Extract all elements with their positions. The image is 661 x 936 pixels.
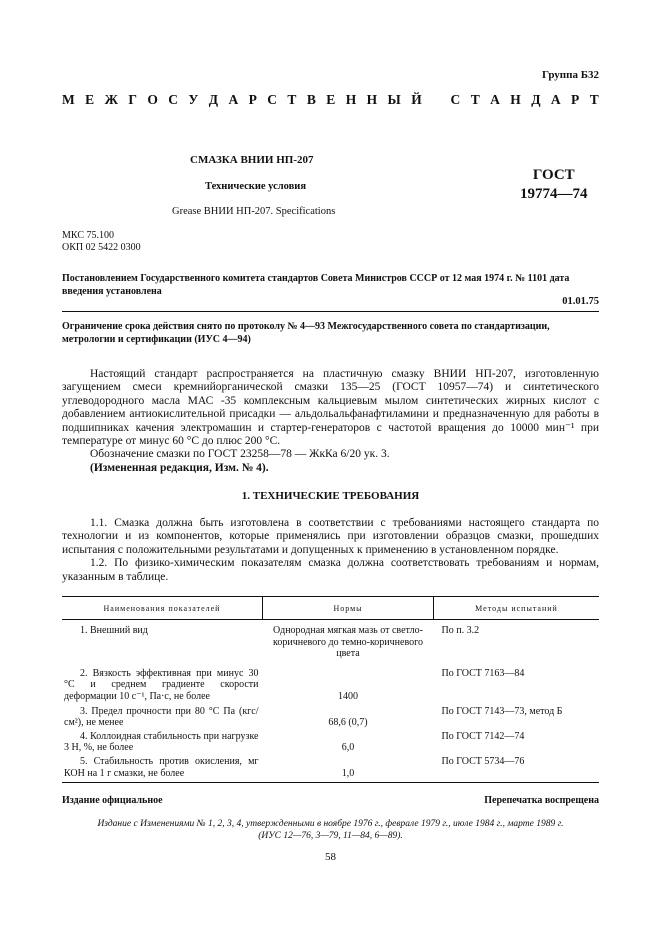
official-edition-label: Издание официальное <box>62 795 163 806</box>
standard-title: СМАЗКА ВНИИ НП-207 <box>190 154 314 166</box>
english-title: Grease ВНИИ НП-207. Specifications <box>172 206 336 217</box>
banner-letter: М <box>62 92 75 107</box>
banner-letter: Ы <box>387 92 401 107</box>
table-header-row <box>62 597 599 620</box>
banner-letter: У <box>188 92 199 107</box>
gost-number: 19774—74 <box>520 186 588 202</box>
decree-text: Постановлением Государственного комитета стандартов Совета Министров СССР от 12 мая 1974 г. № 1101 дата введения установлена <box>62 273 570 297</box>
row-method: По п. 3.2 <box>441 625 480 636</box>
row-method: По ГОСТ 5734—76 <box>434 754 600 783</box>
row-indicator: 4. Коллоидная стабильность при нагрузке 3 Н, %, не более <box>64 730 259 754</box>
banner-letter: О <box>147 92 158 107</box>
revision-note: (Измененная редакция, Изм. № 4). <box>90 461 269 474</box>
row-indicator: 3. Предел прочности при 80 °С Па (кгс/см²), не менее <box>64 705 259 729</box>
banner-letter: А <box>228 92 239 107</box>
edition-note-line: Издание с Изменениями № 1, 2, 3, 4, утвержденными в ноябре 1976 г., феврале 1979 г., июле 1984 г., марте 1989 г. <box>97 819 564 829</box>
banner-letter: С <box>168 92 179 107</box>
properties-table <box>62 596 599 783</box>
row-method: По ГОСТ 7163—84 <box>441 667 525 679</box>
row-indicator: 2. Вязкость эффективная при минус 30 °С и среднем градиенте скорости деформации 10 с⁻¹, Па·с, не более <box>64 667 259 702</box>
row-norm: 6,0 <box>341 742 355 754</box>
banner-letter: Д <box>531 92 541 107</box>
okp-code: ОКП 02 5422 0300 <box>62 242 141 253</box>
banner-letter: С <box>267 92 278 107</box>
edition-note-line: (ИУС 12—76, 3—79, 11—84, 6—89). <box>258 831 403 841</box>
banner-letter: Н <box>345 92 357 107</box>
table-row <box>62 754 599 783</box>
requirement-1-1: 1.1. Смазка должна быть изготовлена в соответствии с требованиями настоящего стандарта по технологии и из компонентов, которые применялись при изготовлении образцов смазки, прошедших испытания с положительными результатами и допущенных к применению в установленном порядке. <box>62 517 599 556</box>
banner-letter: Р <box>571 92 580 107</box>
banner-letter: В <box>306 92 316 107</box>
banner-letter: А <box>550 92 561 107</box>
banner-letter: Т <box>470 92 480 107</box>
banner-letter: Е <box>85 92 95 107</box>
banner-word-gap <box>432 92 440 108</box>
column-header-indicator: Наименования показателей <box>62 597 263 620</box>
banner-letter: Е <box>326 92 336 107</box>
column-header-method: Методы испытаний <box>434 597 600 620</box>
table-row <box>62 660 599 703</box>
interstate-standard-banner <box>62 92 599 108</box>
classification-codes <box>62 230 141 254</box>
table-row <box>62 729 599 754</box>
designation-paragraph: Обозначение смазки по ГОСТ 23258—78 — ЖкКа 6/20 ук. 3. <box>90 448 390 461</box>
row-indicator: 5. Стабильность против окисления, мг КОН на 1 г смазки, не более <box>64 755 259 779</box>
row-norm: Однородная мягкая мазь от светло-коричневого до темно-коричневого цвета <box>273 625 423 660</box>
gost-label: ГОСТ <box>532 167 575 183</box>
edition-note <box>62 818 599 842</box>
row-method: По ГОСТ 7143—73, метод Б <box>441 705 563 717</box>
restriction-note: Ограничение срока действия снято по протоколу № 4—93 Межгосударственного совета по стандартизации, метрологии и сертификации (ИУС 4—94) <box>62 321 550 345</box>
banner-letter: Д <box>208 92 219 107</box>
banner-letter: Й <box>411 92 422 107</box>
banner-letter: С <box>450 92 461 107</box>
divider <box>62 311 599 312</box>
intro-paragraph: Настоящий стандарт распространяется на пластичную смазку ВНИИ НП-207, изготовленную загущением смеси кремнийорганической смазки 135—25 (ГОСТ 10957—74) и синтетического углеводородного масла МАС -35 комплексным кальциевым мылом синтетических жирных кислот с добавлением антиокислительной присадки — альдольальфанафтиламини и предназначенную для работы в подшипниках качения электромашин и стартер-генераторов с частотой вращения до 10000 мин⁻¹ при температуре от минус 60 °С до плюс 200 °С. <box>62 368 599 448</box>
banner-letter: Р <box>248 92 257 107</box>
banner-letter: Т <box>589 92 599 107</box>
row-method: По ГОСТ 7142—74 <box>441 730 525 742</box>
group-code: Группа Б32 <box>542 69 599 81</box>
page-number: 58 <box>325 851 336 863</box>
mks-code: МКС 75.100 <box>62 230 114 241</box>
row-norm: 68,6 (0,7) <box>328 717 368 729</box>
section-heading: 1. ТЕХНИЧЕСКИЕ ТРЕБОВАНИЯ <box>241 490 420 502</box>
row-indicator: 1. Внешний вид <box>80 625 148 636</box>
banner-letter: Т <box>287 92 297 107</box>
row-norm: 1400 <box>338 690 358 702</box>
introduction <box>62 368 599 475</box>
requirement-1-2: 1.2. По физико-химическим показателям смазка должна соответствовать требованиям и нормам, указанным в таблице. <box>62 557 599 583</box>
banner-letter: А <box>490 92 500 107</box>
banner-letter: Н <box>366 92 378 107</box>
table-row <box>62 620 599 660</box>
reprint-prohibited-label: Перепечатка воспрещена <box>484 795 599 806</box>
table-row <box>62 703 599 729</box>
requirements <box>62 517 599 584</box>
column-header-norm: Нормы <box>263 597 434 620</box>
row-norm: 1,0 <box>263 754 434 783</box>
banner-letter: Ж <box>104 92 118 107</box>
banner-letter: Г <box>128 92 137 107</box>
standard-subtitle: Технические условия <box>205 181 307 192</box>
introduction-date: 01.01.75 <box>562 296 599 307</box>
gost-number-block <box>520 166 588 204</box>
banner-letter: Н <box>510 92 521 107</box>
